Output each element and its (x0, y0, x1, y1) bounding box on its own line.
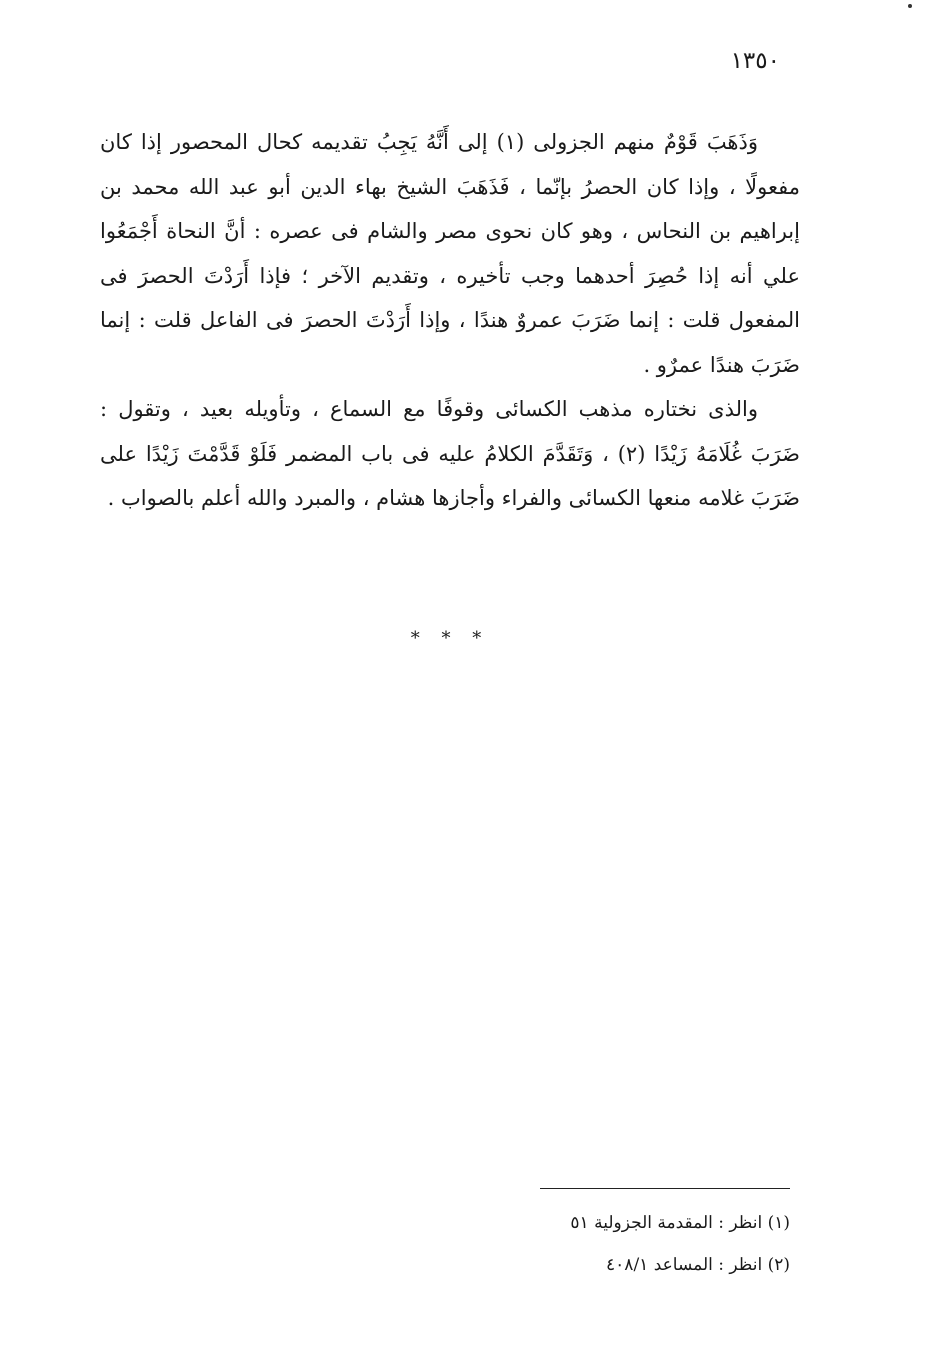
section-separator: * * * (410, 628, 490, 649)
footnote-2: (٢) انظر : المساعد ٤٠٨/١ (606, 1255, 790, 1275)
main-text (100, 120, 800, 521)
footnotes (460, 1202, 790, 1286)
paragraph-2: والذى نختاره مذهب الكسائى وقوفًا مع السماع ، وتأويله بعيد ، وتقول : ضَرَبَ غُلَامَهُ زَيْدًا (٢) ، وَتَقَدَّمَ الكلامُ عليه فى باب المضمر فَلَوْ قَدَّمْتَ زَيْدًا على ضَرَبَ غلامه منعها الكسائى والفراء وأجازها هشام ، والمبرد والله أعلم بالصواب . (100, 397, 800, 510)
page-number: ١٣٥٠ (730, 48, 780, 74)
paragraph-1: وَذَهَبَ قَوْمٌ منهم الجزولى (١) إلى أَنَّهُ يَجِبُ تقديمه كحال المحصور إذا كان مفعولًا ، وإذا كان الحصرُ بإنّما ، فَذَهَبَ الشيخ بهاء الدين أبو عبد الله محمد بن إبراهيم بن النحاس ، وهو كان نحوى مصر والشام فى عصره : أنَّ النحاة أَجْمَعُوا علي أنه إذا حُصِرَ أحدهما وجب تأخيره ، وتقديم الآخر ؛ فإذا أَرَدْتَ الحصرَ فى المفعول قلت : إنما ضَرَبَ عمروٌ هندًا ، وإذا أَرَدْتَ الحصرَ فى الفاعل قلت : إنما ضَرَبَ هندًا عمرٌو . (100, 130, 800, 377)
scan-speck (908, 4, 912, 8)
footnote-1: (١) انظر : المقدمة الجزولية ٥١ (570, 1213, 790, 1233)
footnote-divider (540, 1188, 790, 1189)
